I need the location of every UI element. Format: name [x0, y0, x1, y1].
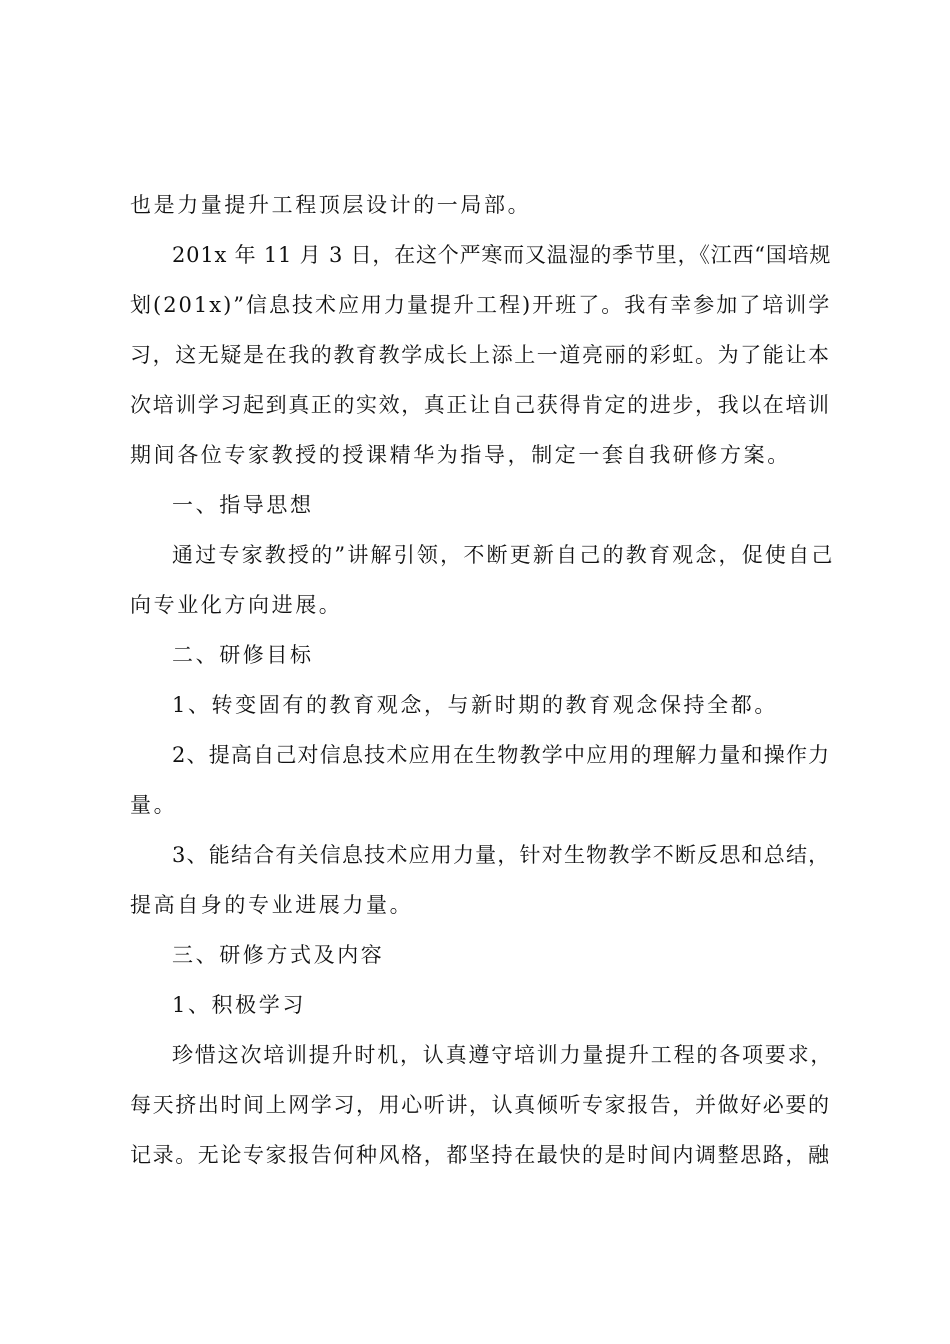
section-heading: 二、研修目标	[172, 643, 314, 667]
text-line: 也是力量提升工程顶层设计的一局部。	[130, 193, 532, 217]
paragraph-first-line: 201x 年 11 月 3 日，在这个严寒而又温湿的季节里，《江西“国培规	[172, 243, 832, 267]
paragraph-first-line: 珍惜这次培训提升时机，认真遵守培训力量提升工程的各项要求，	[172, 1043, 834, 1067]
text-line: 习，这无疑是在我的教育教学成长上添上一道亮丽的彩虹。为了能让本	[130, 343, 831, 367]
paragraph-first-line: 通过专家教授的”讲解引领，不断更新自己的教育观念，促使自己	[172, 543, 835, 567]
section-heading: 三、研修方式及内容	[172, 943, 385, 967]
text-line: 次培训学习起到真正的实效，真正让自己获得肯定的进步，我以在培训	[130, 393, 831, 417]
list-item: 3、能结合有关信息技术应用力量，针对生物教学不断反思和总结，	[172, 843, 831, 867]
list-item: 2、提高自己对信息技术应用在生物教学中应用的理解力量和操作力	[172, 743, 831, 767]
text-line: 量。	[130, 793, 178, 817]
list-item: 1、转变固有的教育观念，与新时期的教育观念保持全都。	[172, 693, 778, 717]
subsection-heading: 1、积极学习	[172, 993, 306, 1017]
text-line: 记录。无论专家报告何种风格，都坚持在最快的是时间内调整思路，融	[130, 1143, 831, 1167]
text-line: 向专业化方向进展。	[130, 593, 343, 617]
text-line: 提高自身的专业进展力量。	[130, 893, 414, 917]
text-line: 划(201x)”信息技术应用力量提升工程)开班了。我有幸参加了培训学	[130, 293, 832, 317]
section-heading: 一、指导思想	[172, 493, 314, 517]
text-line: 每天挤出时间上网学习，用心听讲，认真倾听专家报告，并做好必要的	[130, 1093, 831, 1117]
text-line: 期间各位专家教授的授课精华为指导，制定一套自我研修方案。	[130, 443, 791, 467]
